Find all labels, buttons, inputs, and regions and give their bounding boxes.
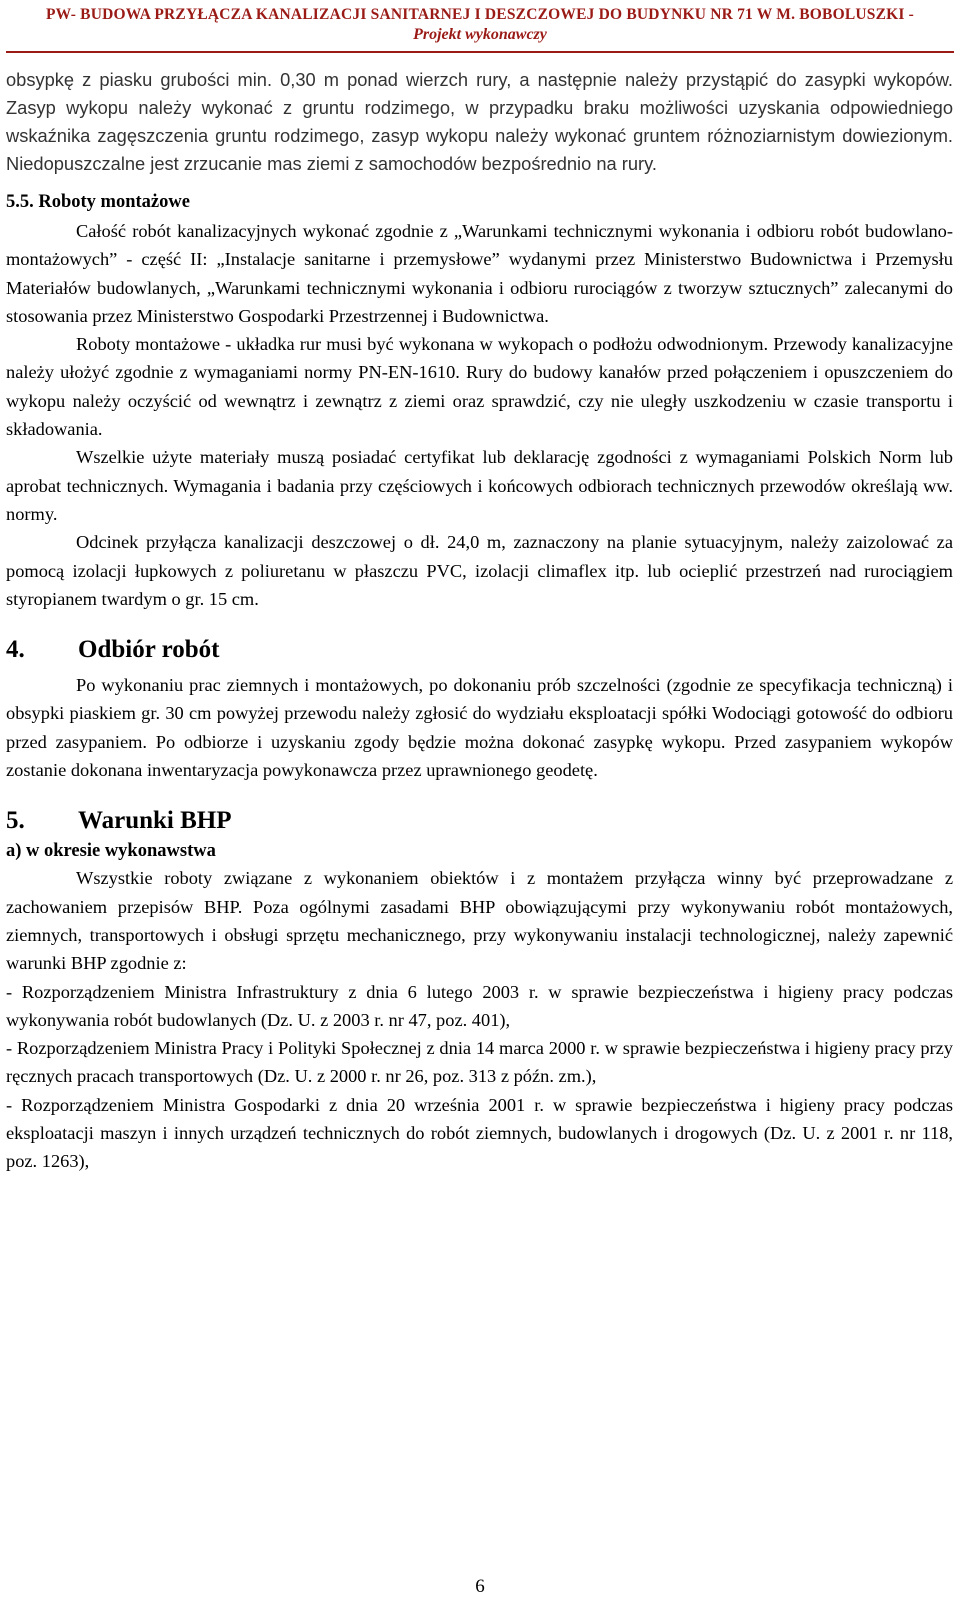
- section-5-5-heading: 5.5. Roboty montażowe: [6, 192, 190, 212]
- section-5-5-paragraph-1: Całość robót kanalizacyjnych wykonać zgodnie z „Warunkami technicznymi wykonania i odbioru robót budowlano-montażowych” - część II: „Instalacje sanitarne i przemysłowe” wydanymi przez Ministerstwo Budownictwa i Przemysłu Materiałów budowlanych, „Warunkami technicznymi wykonania i odbioru rurociągów z tworzyw sztucznych” zalecanymi do stosowania przez Ministerstwo Gospodarki Przestrzennej i Budownictwa.: [6, 221, 953, 326]
- section-5-5-paragraph-2: Roboty montażowe - układka rur musi być wykonana w wykopach o podłożu odwodnionym. Przewody kanalizacyjne należy ułożyć zgodnie z wymaganiami normy PN-EN-1610. Rury do budowy kanałów przed połączeniem i opuszczeniem do wykopu należy oczyścić od wewnątrz i zewnątrz z ziemi oraz sprawdzić, czy nie uległy uszkodzeniu w czasie transportu i składowania.: [6, 334, 953, 440]
- document-title: PW- BUDOWA PRZYŁĄCZA KANALIZACJI SANITARNEJ I DESZCZOWEJ DO BUDYNKU NR 71 W M. BOBOLUSZKI -: [45, 6, 915, 23]
- section-4-title: Odbiór robót: [78, 636, 220, 664]
- section-5-subheading: a) w okresie wykonawstwa: [6, 841, 216, 862]
- section-4-heading: [6, 633, 953, 667]
- section-4-number: 4.: [6, 636, 25, 664]
- page-number: 6: [475, 1576, 485, 1597]
- section-5-number: 5.: [6, 807, 25, 835]
- document-subtitle: Projekt wykonawczy: [413, 26, 547, 43]
- header-divider: [6, 51, 954, 53]
- regulation-list-item: - Rozporządzeniem Ministra Pracy i Polityki Społecznej z dnia 14 marca 2000 r. w sprawie bezpieczeństwa i higieny pracy przy ręcznych pracach transportowych (Dz. U. z 2000 r. nr 26, poz. 313 z późn. zm.),: [6, 1038, 953, 1087]
- section-5-5-paragraph-4: Odcinek przyłącza kanalizacji deszczowej o dł. 24,0 m, zaznaczony na planie sytuacyjnym, należy zaizolować za pomocą izolacji łupkowych z poliuretanu w płaszczu PVC, izolacji climaflex itp. lub ocieplić przestrzeń nad rurociągiem styropianem twardym o gr. 15 cm.: [6, 532, 953, 609]
- document-body: [6, 66, 953, 1176]
- section-4-paragraph: Po wykonaniu prac ziemnych i montażowych, po dokonaniu prób szczelności (zgodnie ze specyfikacja techniczną) i obsypki piaskiem gr. 30 cm powyżej przewodu należy zgłosić do wydziału eksploatacji spółki Wodociągi gotowość do odbioru przed zasypaniem. Po odbiorze i uzyskaniu zgody będzie można dokonać zasypkę wykopu. Przed zasypaniem wykopów zostanie dokonana inwentaryzacja powykonawcza przez uprawnionego geodetę.: [6, 675, 953, 781]
- section-5-heading: [6, 804, 953, 838]
- section-5-title: Warunki BHP: [78, 807, 232, 835]
- regulation-list-item: - Rozporządzeniem Ministra Infrastruktury z dnia 6 lutego 2003 r. w sprawie bezpieczeństwa i higieny pracy podczas wykonywania robót budowlanych (Dz. U. z 2003 r. nr 47, poz. 401),: [6, 981, 953, 1030]
- section-5-paragraph: Wszystkie roboty związane z wykonaniem obiektów i z montażem przyłącza winny być przeprowadzane z zachowaniem przepisów BHP. Poza ogólnymi zasadami BHP obowiązującymi przy wykonywaniu robót montażowych, ziemnych, transportowych i obsługi sprzętu mechanicznego, przy wykonywaniu instalacji technologicznej, należy zapewnić warunki BHP zgodnie z:: [6, 868, 953, 974]
- intro-paragraph: obsypkę z piasku grubości min. 0,30 m ponad wierzch rury, a następnie należy przystąpić do zasypki wykopów. Zasyp wykopu należy wykonać z gruntu rodzimego, w przypadku braku możliwości uzyskania odpowiedniego wskaźnika zagęszczenia gruntu rodzimego, zasyp wykopu należy wykonać gruntem różnoziarnistym dowiezionym. Niedopuszczalne jest zrzucanie mas ziemi z samochodów bezpośrednio na rury.: [6, 69, 953, 174]
- section-5-5-paragraph-3: Wszelkie użyte materiały muszą posiadać certyfikat lub deklarację zgodności z wymaganiami Polskich Norm lub aprobat technicznych. Wymagania i badania przy częściowych i końcowych odbiorach technicznych przewodów określają ww. normy.: [6, 447, 953, 524]
- regulation-list-item: - Rozporządzeniem Ministra Gospodarki z dnia 20 września 2001 r. w sprawie bezpieczeństwa i higieny pracy podczas eksploatacji maszyn i innych urządzeń technicznych do robót ziemnych, budowlanych i drogowych (Dz. U. z 2001 r. nr 118, poz. 1263),: [6, 1094, 953, 1172]
